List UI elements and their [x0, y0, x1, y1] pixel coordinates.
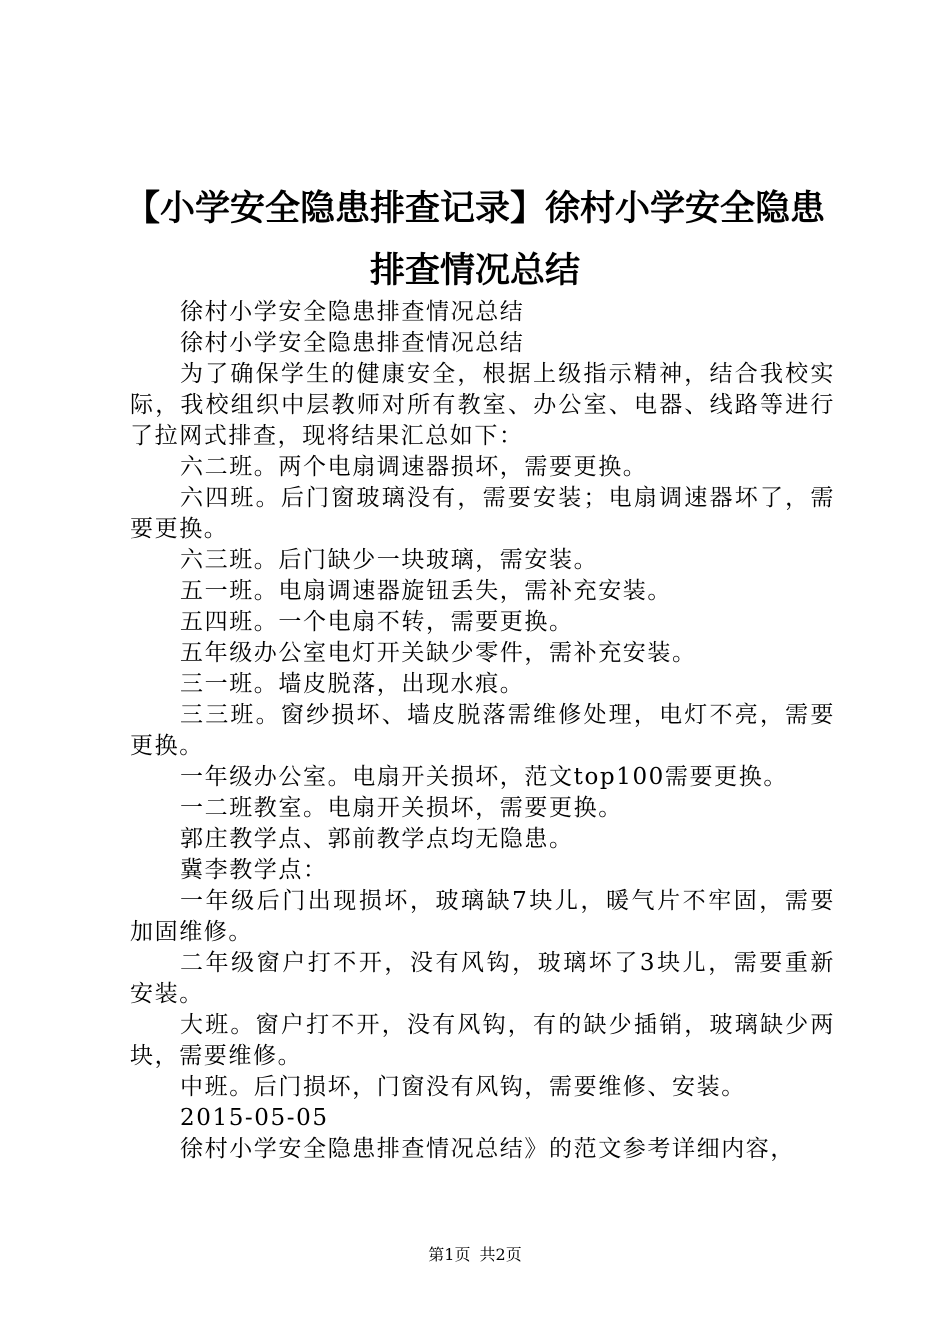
document-title: 【小学安全隐患排查记录】徐村小学安全隐患排查情况总结 [124, 189, 825, 291]
paragraph: 五年级办公室电灯开关缺少零件，需补充安装。 [180, 640, 697, 666]
paragraph: 五一班。电扇调速器旋钮丢失，需补充安装。 [180, 578, 672, 604]
paragraph: 三一班。墙皮脱落，出现水痕。 [180, 671, 525, 697]
paragraph: 中班。后门损坏，门窗没有风钩，需要维修、安装。 [180, 1074, 746, 1100]
paragraph: 徐村小学安全隐患排查情况总结》的范文参考详细内容， [180, 1136, 795, 1162]
page-footer [0, 1245, 950, 1265]
page-number-total: 共2页 [479, 1245, 522, 1264]
paragraph: 三三班。窗纱损坏、墙皮脱落需维修处理，电灯不亮，需要更换。 [130, 702, 835, 759]
paragraph: 2015-05-05 [180, 1105, 329, 1131]
paragraph: 郭庄教学点、郭前教学点均无隐患。 [180, 826, 574, 852]
paragraph: 徐村小学安全隐患排查情况总结 [180, 299, 525, 325]
paragraph: 一年级后门出现损坏，玻璃缺7块儿，暖气片不牢固，需要加固维修。 [130, 888, 835, 945]
paragraph: 二年级窗户打不开，没有风钩，玻璃坏了3块儿，需要重新安装。 [130, 950, 835, 1007]
paragraph: 一年级办公室。电扇开关损坏，范文top100需要更换。 [180, 764, 788, 790]
page-number-current: 第1页 [428, 1245, 471, 1264]
paragraph: 为了确保学生的健康安全，根据上级指示精神，结合我校实际，我校组织中层教师对所有教室、办公室、电器、线路等进行了拉网式排查，现将结果汇总如下： [130, 361, 835, 449]
paragraph: 六四班。后门窗玻璃没有，需要安装；电扇调速器坏了，需要更换。 [130, 485, 835, 542]
paragraph: 六三班。后门缺少一块玻璃，需安装。 [180, 547, 599, 573]
paragraph: 冀李教学点： [180, 857, 328, 883]
document-body [130, 297, 835, 1165]
paragraph: 大班。窗户打不开，没有风钩，有的缺少插销，玻璃缺少两块，需要维修。 [130, 1012, 835, 1069]
paragraph: 一二班教室。电扇开关损坏，需要更换。 [180, 795, 623, 821]
paragraph: 五四班。一个电扇不转，需要更换。 [180, 609, 574, 635]
paragraph: 徐村小学安全隐患排查情况总结 [180, 330, 525, 356]
paragraph: 六二班。两个电扇调速器损坏，需要更换。 [180, 454, 648, 480]
